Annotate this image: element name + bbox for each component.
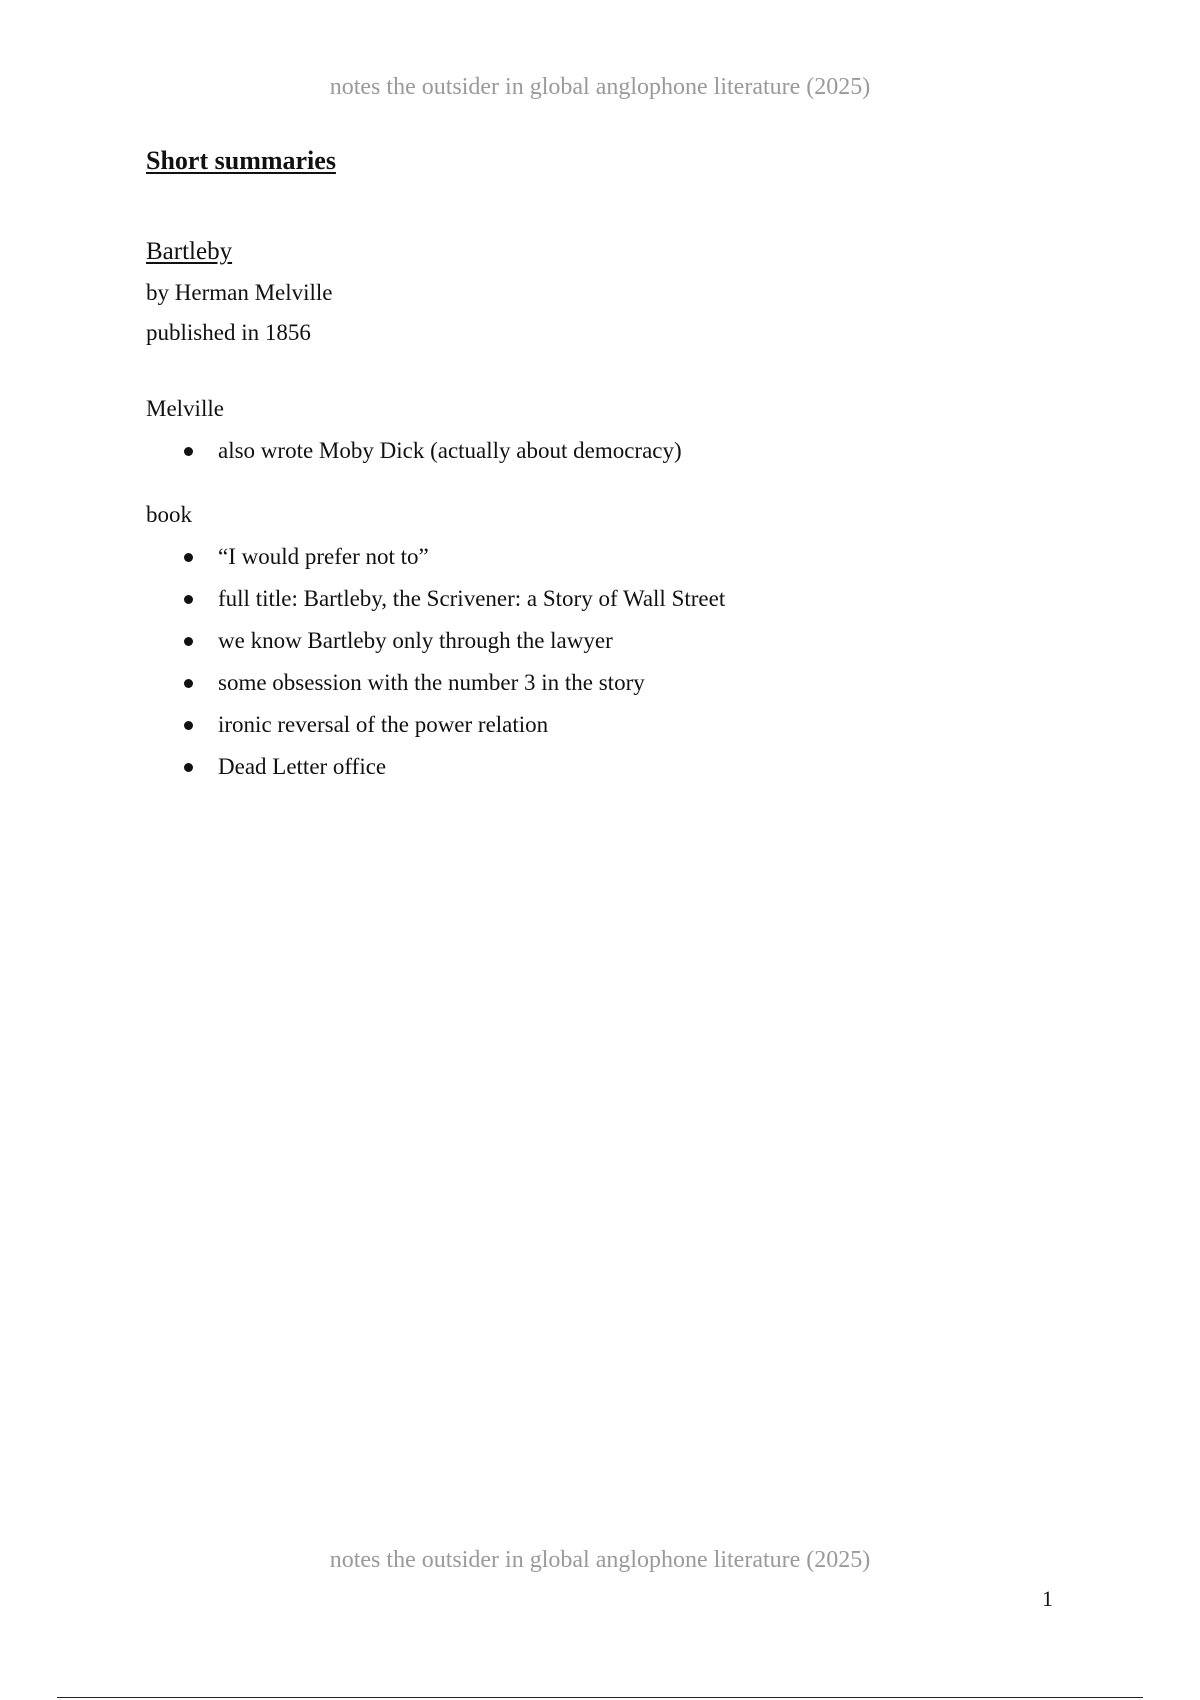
- author-line: by Herman Melville: [146, 280, 333, 305]
- published-line: published in 1856: [146, 320, 311, 345]
- list-item: [146, 542, 1096, 572]
- list-item: [146, 626, 1096, 656]
- bullet-icon: [184, 679, 193, 688]
- work-title: Bartleby: [146, 238, 233, 265]
- section-title: Short summaries: [146, 146, 336, 175]
- bullet-icon: [184, 721, 193, 730]
- list-item-text: full title: Bartleby, the Scrivener: a Story of Wall Street: [218, 586, 726, 611]
- bullet-icon: [184, 447, 193, 456]
- list-item-text: Dead Letter office: [218, 754, 387, 779]
- list-item-text: we know Bartleby only through the lawyer: [218, 628, 613, 653]
- bullet-icon: [184, 553, 193, 562]
- list-item: [146, 584, 1096, 614]
- bullet-icon: [184, 763, 193, 772]
- list-item: [146, 668, 1096, 698]
- bullet-icon: [184, 595, 193, 604]
- bullet-list-book: [146, 542, 1096, 782]
- list-item-text: “I would prefer not to”: [218, 544, 429, 569]
- group-heading-book: book: [146, 502, 192, 527]
- group-heading-melville: Melville: [146, 396, 224, 421]
- list-item-text: also wrote Moby Dick (actually about democracy): [218, 438, 682, 463]
- list-item: [146, 436, 1096, 466]
- list-item: [146, 752, 1096, 782]
- list-item-text: ironic reversal of the power relation: [218, 712, 549, 737]
- bullet-list-melville: [146, 436, 1096, 466]
- document-body: [146, 144, 1096, 794]
- running-header: notes the outsider in global anglophone literature (2025): [329, 74, 871, 100]
- bullet-icon: [184, 637, 193, 646]
- page-number: 1: [1042, 1586, 1053, 1611]
- list-item: [146, 710, 1096, 740]
- running-footer: notes the outsider in global anglophone literature (2025): [329, 1547, 871, 1573]
- page-bottom-rule: [57, 1697, 1143, 1698]
- list-item-text: some obsession with the number 3 in the story: [218, 670, 645, 695]
